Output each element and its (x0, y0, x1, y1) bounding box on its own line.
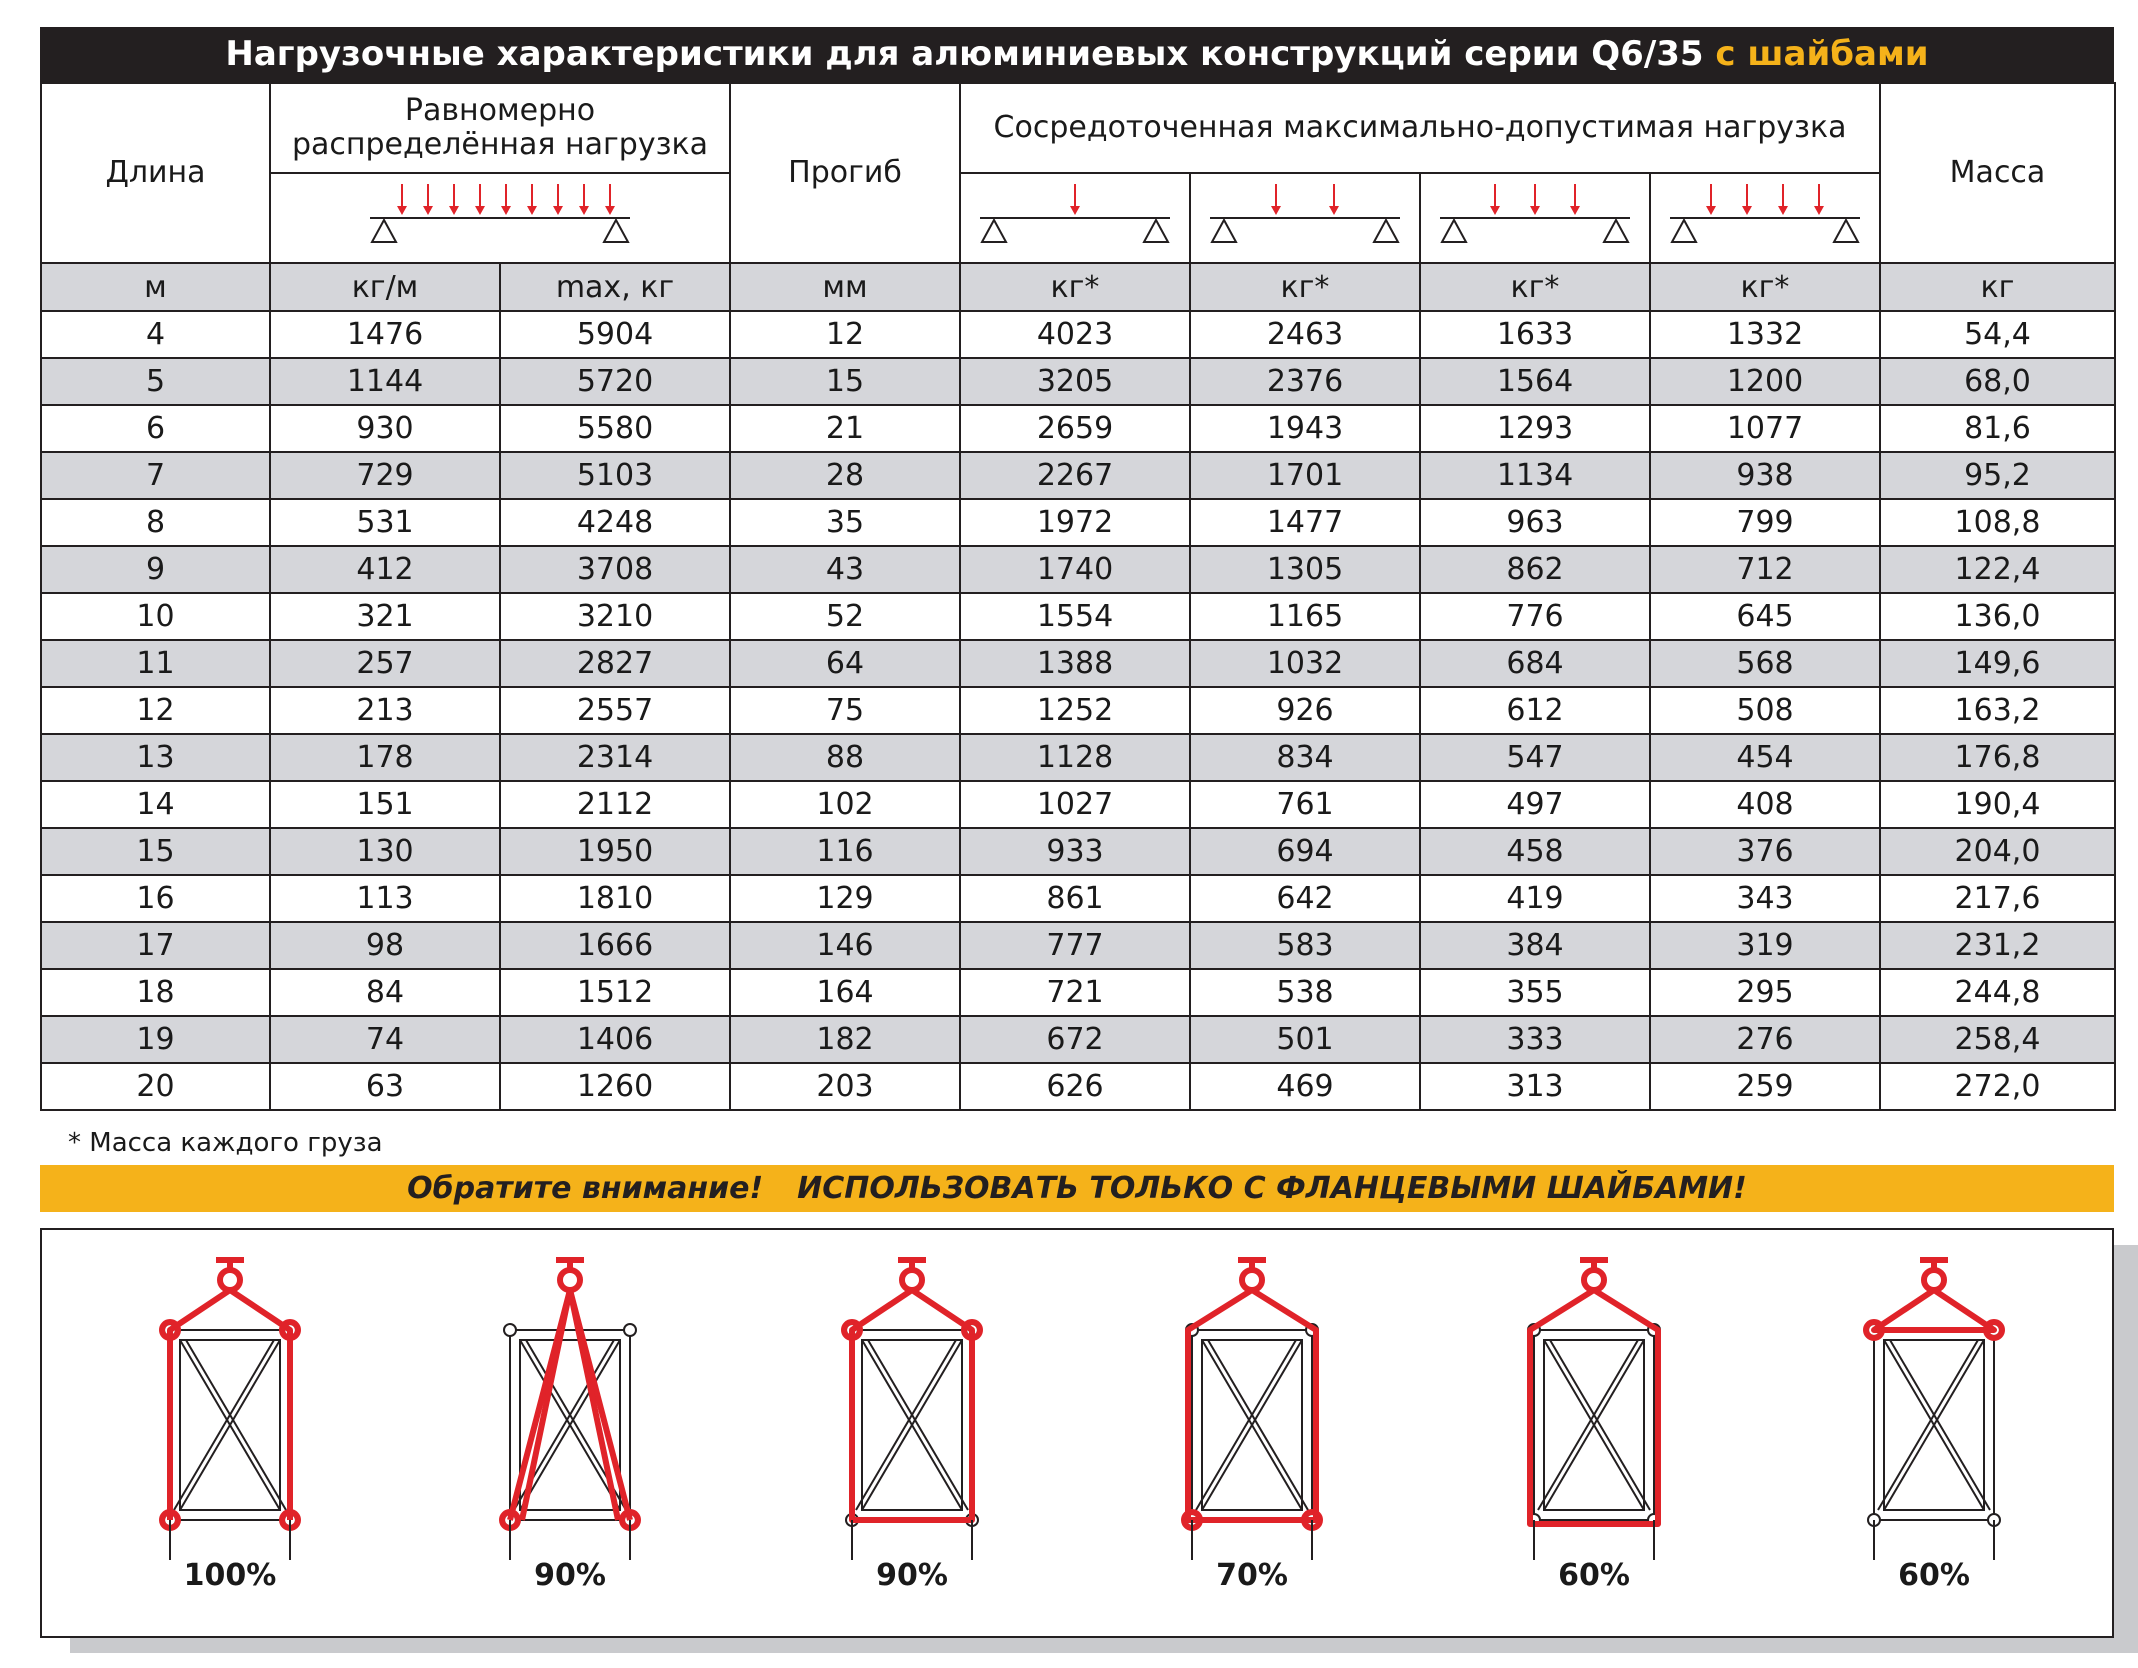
rigging-option (822, 1230, 1022, 1636)
table-cell: 1077 (1650, 405, 1880, 452)
table-cell: 930 (270, 405, 500, 452)
table-cell: 1476 (270, 311, 500, 358)
truss-diagonal (1890, 1340, 1990, 1510)
table-cell: 2267 (960, 452, 1190, 499)
table-cell: 13 (41, 734, 270, 781)
unit-cell: max, кг (500, 263, 730, 311)
table-cell: 17 (41, 922, 270, 969)
table-cell: 3205 (960, 358, 1190, 405)
table-cell: 926 (1190, 687, 1420, 734)
table-cell: 1032 (1190, 640, 1420, 687)
rigging-panel (40, 1228, 2114, 1638)
table-cell: 136,0 (1880, 593, 2115, 640)
warning-text: ИСПОЛЬЗОВАТЬ ТОЛЬКО С ФЛАНЦЕВЫМИ ШАЙБАМИ! (797, 1171, 1747, 1206)
load-arrow-head (475, 206, 485, 215)
table-row (41, 546, 2115, 593)
table-cell: 1740 (960, 546, 1190, 593)
table-cell: 28 (730, 452, 960, 499)
header-point-load: Сосредоточенная максимально-допустимая нагрузка (960, 83, 1880, 173)
table-cell: 108,8 (1880, 499, 2115, 546)
unit-cell: мм (730, 263, 960, 311)
table-row (41, 969, 2115, 1016)
table-cell: 4248 (500, 499, 730, 546)
truss-diagonal (186, 1340, 286, 1510)
table-row (41, 1063, 2115, 1110)
table-cell: 74 (270, 1016, 500, 1063)
load-arrow-head (1706, 206, 1716, 215)
truss-diagonal (868, 1340, 968, 1510)
table-cell: 777 (960, 922, 1190, 969)
table-row (41, 640, 2115, 687)
table-cell: 612 (1420, 687, 1650, 734)
sling (1530, 1290, 1658, 1524)
table-cell: 15 (41, 828, 270, 875)
warning-lead: Обратите внимание! (407, 1171, 764, 1206)
table-cell: 469 (1190, 1063, 1420, 1110)
table-cell: 626 (960, 1063, 1190, 1110)
table-cell: 64 (730, 640, 960, 687)
table-cell: 497 (1420, 781, 1650, 828)
table-cell: 178 (270, 734, 500, 781)
table-cell: 721 (960, 969, 1190, 1016)
table-cell: 1633 (1420, 311, 1650, 358)
header-deflection: Прогиб (730, 83, 960, 263)
table-cell: 5580 (500, 405, 730, 452)
uniform-load-diagram (270, 173, 730, 263)
table-cell: 642 (1190, 875, 1420, 922)
table-cell: 52 (730, 593, 960, 640)
table-cell: 712 (1650, 546, 1880, 593)
header-length: Длина (41, 83, 270, 263)
table-cell: 75 (730, 687, 960, 734)
load-arrow-head (1570, 206, 1580, 215)
warning-bar (40, 1165, 2114, 1212)
table-cell: 35 (730, 499, 960, 546)
table-cell: 190,4 (1880, 781, 2115, 828)
table-cell: 5103 (500, 452, 730, 499)
table-cell: 1200 (1650, 358, 1880, 405)
load-arrow-head (449, 206, 459, 215)
table-cell: 408 (1650, 781, 1880, 828)
table-cell: 20 (41, 1063, 270, 1110)
table-cell: 84 (270, 969, 500, 1016)
truss-rigging-icon (140, 1230, 340, 1560)
table-cell: 43 (730, 546, 960, 593)
table-cell: 1406 (500, 1016, 730, 1063)
chord-node (504, 1324, 516, 1336)
table-cell: 1512 (500, 969, 730, 1016)
table-row (41, 593, 2115, 640)
table-cell: 1701 (1190, 452, 1420, 499)
table-row (41, 922, 2115, 969)
table-cell: 1564 (1420, 358, 1650, 405)
capacity-percent: 100% (183, 1558, 277, 1593)
table-row (41, 1016, 2115, 1063)
unit-cell: кг* (1190, 263, 1420, 311)
load-arrow-head (1329, 206, 1339, 215)
table-cell: 4 (41, 311, 270, 358)
load-arrow-head (423, 206, 433, 215)
truss-rigging-icon (1162, 1230, 1362, 1560)
unit-cell: кг* (1650, 263, 1880, 311)
table-row (41, 405, 2115, 452)
point-load-diagram-2 (1190, 173, 1420, 263)
table-cell: 1144 (270, 358, 500, 405)
support-icon (1604, 220, 1628, 242)
table-cell: 14 (41, 781, 270, 828)
load-arrow-head (1490, 206, 1500, 215)
table-cell: 419 (1420, 875, 1650, 922)
table-cell: 319 (1650, 922, 1880, 969)
support-icon (982, 220, 1006, 242)
table-cell: 2557 (500, 687, 730, 734)
table-cell: 11 (41, 640, 270, 687)
point-load-diagram-4 (1650, 173, 1880, 263)
table-cell: 1943 (1190, 405, 1420, 452)
table-cell: 213 (270, 687, 500, 734)
load-arrow-head (1742, 206, 1752, 215)
table-cell: 3708 (500, 546, 730, 593)
table-cell: 583 (1190, 922, 1420, 969)
table-cell: 12 (730, 311, 960, 358)
unit-cell: кг* (1420, 263, 1650, 311)
load-arrow-head (1271, 206, 1281, 215)
support-icon (604, 220, 628, 242)
table-cell: 376 (1650, 828, 1880, 875)
table-cell: 21 (730, 405, 960, 452)
rigging-option (480, 1230, 680, 1636)
truss-diagonal (1878, 1340, 1978, 1510)
header-mass: Масса (1880, 83, 2115, 263)
table-cell: 1260 (500, 1063, 730, 1110)
table-cell: 182 (730, 1016, 960, 1063)
load-arrow-head (1070, 206, 1080, 215)
uniform-load-icon (340, 178, 660, 258)
table-cell: 1165 (1190, 593, 1420, 640)
table-cell: 568 (1650, 640, 1880, 687)
table-cell: 321 (270, 593, 500, 640)
truss-rigging-icon (480, 1230, 680, 1560)
table-cell: 684 (1420, 640, 1650, 687)
table-cell: 1950 (500, 828, 730, 875)
table-cell: 95,2 (1880, 452, 2115, 499)
table-cell: 259 (1650, 1063, 1880, 1110)
shackle-ring (560, 1270, 580, 1290)
table-cell: 217,6 (1880, 875, 2115, 922)
table-cell: 129 (730, 875, 960, 922)
table-cell: 4023 (960, 311, 1190, 358)
table-cell: 5 (41, 358, 270, 405)
truss-rigging-icon (1844, 1230, 2044, 1560)
table-cell: 799 (1650, 499, 1880, 546)
load-arrow-head (1530, 206, 1540, 215)
table-row (41, 781, 2115, 828)
table-cell: 102 (730, 781, 960, 828)
table-cell: 1388 (960, 640, 1190, 687)
table-cell: 8 (41, 499, 270, 546)
capacity-percent: 70% (1216, 1558, 1288, 1593)
table-cell: 130 (270, 828, 500, 875)
table-cell: 12 (41, 687, 270, 734)
support-icon (1834, 220, 1858, 242)
table-cell: 113 (270, 875, 500, 922)
unit-cell: кг/м (270, 263, 500, 311)
sling (522, 1290, 618, 1520)
table-cell: 2827 (500, 640, 730, 687)
point-load-icon (1430, 178, 1640, 258)
table-cell: 19 (41, 1016, 270, 1063)
point-load-icon (970, 178, 1180, 258)
table-cell: 276 (1650, 1016, 1880, 1063)
table-row (41, 452, 2115, 499)
table-cell: 151 (270, 781, 500, 828)
table-cell: 7 (41, 452, 270, 499)
table-cell: 538 (1190, 969, 1420, 1016)
table-cell: 694 (1190, 828, 1420, 875)
support-icon (1212, 220, 1236, 242)
title-accent: с шайбами (1715, 34, 1929, 74)
table-cell: 146 (730, 922, 960, 969)
table-row (41, 499, 2115, 546)
rigging-option (1844, 1230, 2044, 1636)
table-cell: 2659 (960, 405, 1190, 452)
table-cell: 963 (1420, 499, 1650, 546)
sling (1188, 1290, 1316, 1520)
table-cell: 122,4 (1880, 546, 2115, 593)
table-cell: 98 (270, 922, 500, 969)
table-row (41, 828, 2115, 875)
table-cell: 333 (1420, 1016, 1650, 1063)
table-cell: 1332 (1650, 311, 1880, 358)
table-cell: 2376 (1190, 358, 1420, 405)
rigging-option (140, 1230, 340, 1636)
table-cell: 10 (41, 593, 270, 640)
table-cell: 672 (960, 1016, 1190, 1063)
table-cell: 1477 (1190, 499, 1420, 546)
truss-diagonal (856, 1340, 956, 1510)
capacity-percent: 60% (1898, 1558, 1970, 1593)
table-cell: 295 (1650, 969, 1880, 1016)
table-cell: 1666 (500, 922, 730, 969)
table-cell: 1252 (960, 687, 1190, 734)
load-arrow-head (579, 206, 589, 215)
table-cell: 1554 (960, 593, 1190, 640)
table-cell: 384 (1420, 922, 1650, 969)
table-cell: 164 (730, 969, 960, 1016)
table-cell: 18 (41, 969, 270, 1016)
table-cell: 54,4 (1880, 311, 2115, 358)
truss-rigging-icon (1504, 1230, 1704, 1560)
capacity-percent: 90% (876, 1558, 948, 1593)
unit-cell: м (41, 263, 270, 311)
table-cell: 1134 (1420, 452, 1650, 499)
capacity-percent: 90% (534, 1558, 606, 1593)
table-cell: 1305 (1190, 546, 1420, 593)
footnote: * Масса каждого груза (68, 1128, 383, 1158)
table-cell: 2463 (1190, 311, 1420, 358)
table-cell: 938 (1650, 452, 1880, 499)
table-cell: 3210 (500, 593, 730, 640)
rigging-option (1162, 1230, 1362, 1636)
table-cell: 5904 (500, 311, 730, 358)
table-cell: 547 (1420, 734, 1650, 781)
support-icon (1144, 220, 1168, 242)
table-title (40, 27, 2114, 82)
table-cell: 933 (960, 828, 1190, 875)
table-cell: 116 (730, 828, 960, 875)
load-arrow-head (1778, 206, 1788, 215)
table-cell: 1810 (500, 875, 730, 922)
table-cell: 355 (1420, 969, 1650, 1016)
point-load-icon (1660, 178, 1870, 258)
chord-node (624, 1324, 636, 1336)
shackle-ring (220, 1270, 240, 1290)
truss-diagonal (1550, 1340, 1650, 1510)
table-cell: 862 (1420, 546, 1650, 593)
truss-diagonal (174, 1340, 274, 1510)
table-cell: 1972 (960, 499, 1190, 546)
support-icon (1442, 220, 1466, 242)
table-cell: 412 (270, 546, 500, 593)
table-cell: 343 (1650, 875, 1880, 922)
table-cell: 68,0 (1880, 358, 2115, 405)
table-cell: 776 (1420, 593, 1650, 640)
load-table (40, 82, 2116, 1111)
table-cell: 2112 (500, 781, 730, 828)
truss-diagonal (1208, 1340, 1308, 1510)
table-cell: 81,6 (1880, 405, 2115, 452)
point-load-diagram-3 (1420, 173, 1650, 263)
load-arrow-head (501, 206, 511, 215)
table-cell: 1027 (960, 781, 1190, 828)
truss-diagonal (1538, 1340, 1638, 1510)
table-cell: 16 (41, 875, 270, 922)
table-cell: 761 (1190, 781, 1420, 828)
rigging-option (1504, 1230, 1704, 1636)
table-cell: 454 (1650, 734, 1880, 781)
table-cell: 645 (1650, 593, 1880, 640)
table-row (41, 875, 2115, 922)
table-cell: 88 (730, 734, 960, 781)
support-icon (1374, 220, 1398, 242)
table-cell: 501 (1190, 1016, 1420, 1063)
table-cell: 313 (1420, 1063, 1650, 1110)
table-cell: 63 (270, 1063, 500, 1110)
load-arrow-head (553, 206, 563, 215)
table-cell: 834 (1190, 734, 1420, 781)
point-load-icon (1200, 178, 1410, 258)
table-cell: 531 (270, 499, 500, 546)
load-arrow-head (397, 206, 407, 215)
table-cell: 458 (1420, 828, 1650, 875)
table-cell: 203 (730, 1063, 960, 1110)
table-cell: 163,2 (1880, 687, 2115, 734)
table-cell: 15 (730, 358, 960, 405)
table-cell: 244,8 (1880, 969, 2115, 1016)
table-cell: 257 (270, 640, 500, 687)
load-arrow-head (605, 206, 615, 215)
load-arrow-head (1814, 206, 1824, 215)
table-cell: 176,8 (1880, 734, 2115, 781)
load-arrow-head (527, 206, 537, 215)
table-cell: 729 (270, 452, 500, 499)
sling (1874, 1290, 1994, 1330)
table-cell: 231,2 (1880, 922, 2115, 969)
units-row (41, 263, 2115, 311)
table-row (41, 687, 2115, 734)
table-cell: 6 (41, 405, 270, 452)
truss-diagonal (1196, 1340, 1296, 1510)
table-row (41, 734, 2115, 781)
table-cell: 204,0 (1880, 828, 2115, 875)
table-cell: 1293 (1420, 405, 1650, 452)
capacity-percent: 60% (1558, 1558, 1630, 1593)
support-icon (1672, 220, 1696, 242)
table-cell: 5720 (500, 358, 730, 405)
table-cell: 508 (1650, 687, 1880, 734)
table-row (41, 311, 2115, 358)
table-cell: 2314 (500, 734, 730, 781)
title-main: Нагрузочные характеристики для алюминиевых конструкций серии Q6/35 (225, 34, 1704, 74)
unit-cell: кг* (960, 263, 1190, 311)
table-cell: 1128 (960, 734, 1190, 781)
table-row (41, 358, 2115, 405)
point-load-diagram-1 (960, 173, 1190, 263)
header-uniform-load: Равномерно распределённая нагрузка (270, 83, 730, 173)
truss-rigging-icon (822, 1230, 1022, 1560)
table-cell: 149,6 (1880, 640, 2115, 687)
table-cell: 258,4 (1880, 1016, 2115, 1063)
table-cell: 861 (960, 875, 1190, 922)
support-icon (372, 220, 396, 242)
table-cell: 272,0 (1880, 1063, 2115, 1110)
unit-cell: кг (1880, 263, 2115, 311)
table-cell: 9 (41, 546, 270, 593)
